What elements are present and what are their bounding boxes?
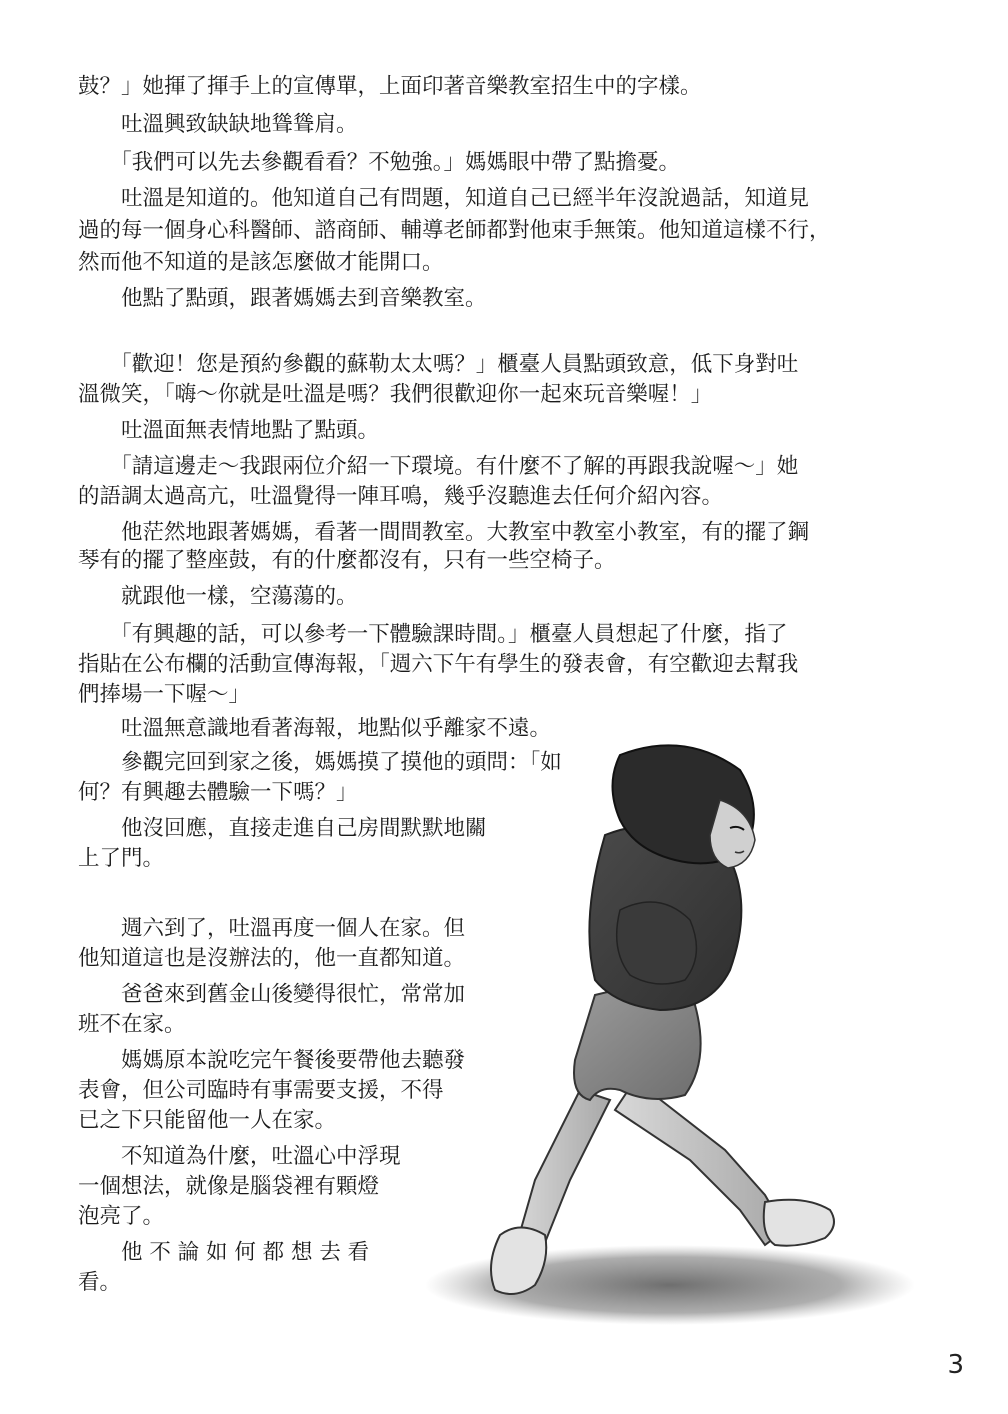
text-line: 吐溫興致缺缺地聳聳肩。 bbox=[78, 112, 358, 137]
text-line: 班不在家。 bbox=[78, 1012, 186, 1037]
text-line: 上了門。 bbox=[78, 846, 165, 871]
text-line: 何？有興趣去體驗一下嗎？」 bbox=[78, 780, 358, 805]
text-line: 他沒回應，直接走進自己房間默默地關 bbox=[78, 816, 487, 841]
text-line: 就跟他一樣，空蕩蕩的。 bbox=[78, 584, 358, 609]
text-line: 「我們可以先去參觀看看？不勉強。」媽媽眼中帶了點擔憂。 bbox=[78, 150, 681, 175]
text-line: 吐溫是知道的。他知道自己有問題，知道自己已經半年沒說過話，知道見 bbox=[78, 186, 810, 211]
text-line: 表會，但公司臨時有事需要支援，不得 bbox=[78, 1078, 444, 1103]
text-line: 媽媽原本說吃完午餐後要帶他去聽發 bbox=[78, 1048, 466, 1073]
text-line: 吐溫面無表情地點了點頭。 bbox=[78, 418, 380, 443]
text-line: 鼓？」她揮了揮手上的宣傳單，上面印著音樂教室招生中的字樣。 bbox=[78, 74, 702, 99]
text-line: 參觀完回到家之後，媽媽摸了摸他的頭問：「如 bbox=[78, 750, 562, 775]
text-line: 琴有的擺了整座鼓，有的什麼都沒有，只有一些空椅子。 bbox=[78, 548, 616, 573]
text-line: 爸爸來到舊金山後變得很忙，常常加 bbox=[78, 982, 466, 1007]
text-line: 「歡迎！您是預約參觀的蘇勒太太嗎？」櫃臺人員點頭致意，低下身對吐 bbox=[78, 352, 799, 377]
text-line: 已之下只能留他一人在家。 bbox=[78, 1108, 337, 1133]
text-line: 不知道為什麼，吐溫心中浮現 bbox=[78, 1144, 401, 1169]
text-line: 看。 bbox=[78, 1270, 122, 1295]
text-line: 的語調太過高亢，吐溫覺得一陣耳鳴，幾乎沒聽進去任何介紹內容。 bbox=[78, 484, 724, 509]
text-line: 指貼在公布欄的活動宣傳海報，「週六下午有學生的發表會，有空歡迎去幫我 bbox=[78, 652, 799, 677]
text-line: 他茫然地跟著媽媽，看著一間間教室。大教室中教室小教室，有的擺了鋼 bbox=[78, 520, 810, 545]
text-line: 泡亮了。 bbox=[78, 1204, 165, 1229]
text-line: 週六到了，吐溫再度一個人在家。但 bbox=[78, 916, 466, 941]
text-line: 吐溫無意識地看著海報，地點似乎離家不遠。 bbox=[78, 716, 552, 741]
text-line: 一個想法，就像是腦袋裡有顆燈 bbox=[78, 1174, 380, 1199]
shoe-icon bbox=[764, 1200, 834, 1246]
text-line: 他點了點頭，跟著媽媽去到音樂教室。 bbox=[78, 286, 487, 311]
text-line: 溫微笑，「嗨～你就是吐溫是嗎？我們很歡迎你一起來玩音樂喔！」 bbox=[78, 382, 713, 407]
back-leg bbox=[615, 1080, 785, 1245]
hoodie-arm bbox=[617, 902, 697, 984]
text-line: 他知道這也是沒辦法的，他一直都知道。 bbox=[78, 946, 466, 971]
walking-boy-illustration bbox=[420, 740, 940, 1340]
text-line: 「請這邊走～我跟兩位介紹一下環境。有什麼不了解的再跟我說喔～」她 bbox=[78, 454, 799, 479]
text-line: 們捧場一下喔～」 bbox=[78, 682, 251, 707]
text-line: 「有興趣的話，可以參考一下體驗課時間。」櫃臺人員想起了什麼，指了 bbox=[78, 622, 788, 647]
page-number: 3 bbox=[947, 1350, 964, 1380]
text-line: 然而他不知道的是該怎麼做才能開口。 bbox=[78, 250, 444, 275]
text-line: 他 不 論 如 何 都 想 去 看 bbox=[78, 1240, 370, 1265]
text-line: 過的每一個身心科醫師、諮商師、輔導老師都對他束手無策。他知道這樣不行， bbox=[78, 218, 831, 243]
